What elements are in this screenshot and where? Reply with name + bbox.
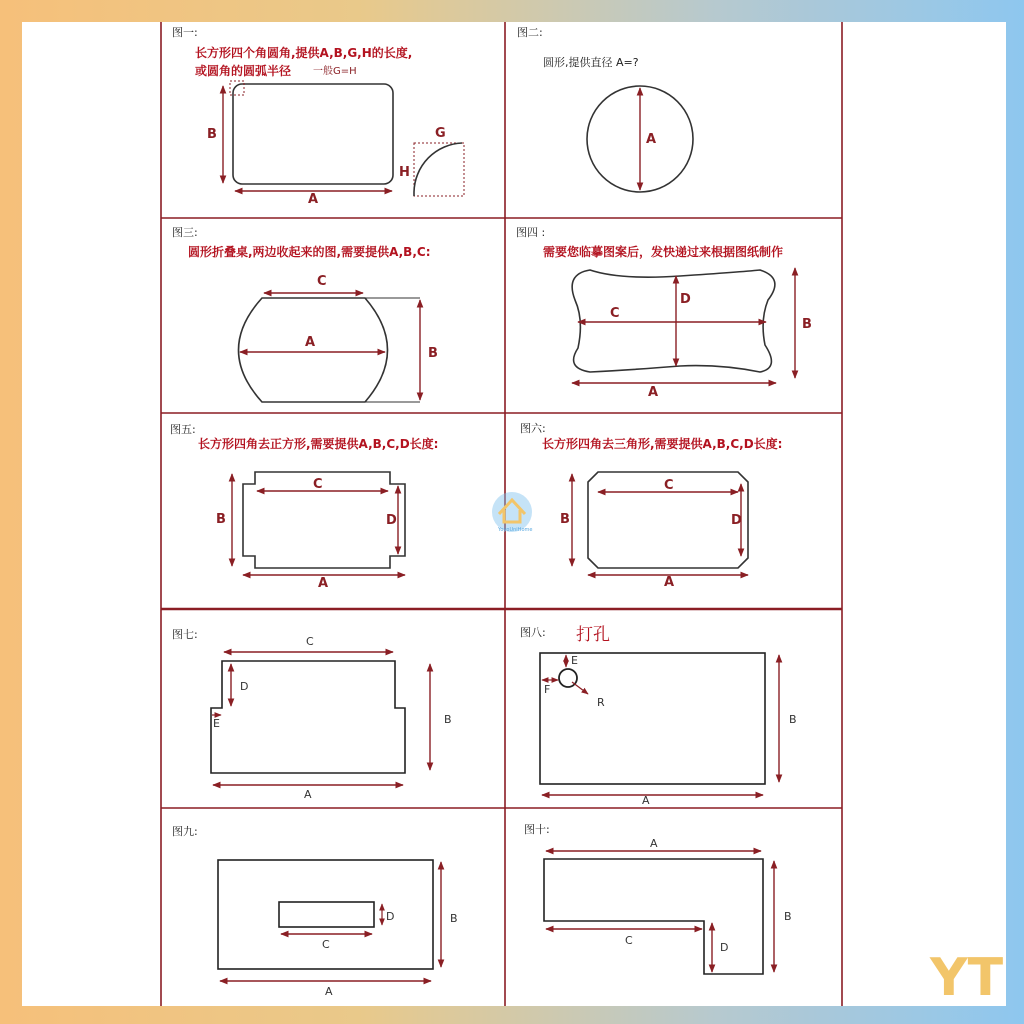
label-a: A <box>325 985 333 998</box>
label-a: A <box>664 575 675 590</box>
panel-8-caption: 图八: <box>520 626 546 639</box>
panel-9-caption: 图九: <box>172 825 198 838</box>
label-d: D <box>680 292 691 307</box>
panel-1-note-1: 长方形四个角圆角,提供A,B,G,H的长度, <box>195 46 413 60</box>
label-c: C <box>625 934 633 947</box>
label-f: F <box>544 683 551 696</box>
label-d: D <box>386 910 395 923</box>
panel-6-note: 长方形四角去三角形,需要提供A,B,C,D长度: <box>542 437 783 451</box>
panel-1-note-2: 或圆角的圆弧半径 <box>195 64 292 78</box>
label-c: C <box>306 635 314 648</box>
panel-2-note: 圆形,提供直径 A=? <box>543 56 639 69</box>
label-e: E <box>571 654 578 667</box>
panel-5-note: 长方形四角去正方形,需要提供A,B,C,D长度: <box>198 437 439 451</box>
label-b: B <box>207 127 217 142</box>
label-b: B <box>789 713 797 726</box>
panel-6-caption: 图六: <box>520 422 546 435</box>
label-c: C <box>664 478 674 493</box>
panel-8-title: 打孔 <box>576 625 610 645</box>
panel-7-caption: 图七: <box>172 628 198 641</box>
label-b: B <box>784 910 792 923</box>
label-c: C <box>317 274 327 289</box>
label-c: C <box>322 938 330 951</box>
label-a: A <box>308 192 319 207</box>
label-c: C <box>313 477 323 492</box>
panel-5-caption: 图五: <box>170 423 196 436</box>
label-d: D <box>720 941 729 954</box>
label-a: A <box>318 576 329 591</box>
label-b: B <box>450 912 458 925</box>
label-a: A <box>650 837 658 850</box>
panel-4-note: 需要您临摹图案后，发快递过来根据图纸制作 <box>543 245 784 259</box>
label-d: D <box>386 513 397 528</box>
panel-1-aside: 一般G=H <box>313 66 357 77</box>
label-a: A <box>646 132 657 147</box>
watermark-yt: YT <box>930 948 1004 1008</box>
panel-10-caption: 图十: <box>524 823 550 836</box>
label-d: D <box>240 680 249 693</box>
brand-logo <box>492 492 532 533</box>
panel-3-caption: 图三: <box>172 226 198 239</box>
label-d: D <box>731 513 742 528</box>
label-c: C <box>610 306 620 321</box>
label-r: R <box>597 696 605 709</box>
logo-text: YoyoUniHome <box>498 527 533 533</box>
label-b: B <box>560 512 570 527</box>
label-a: A <box>304 788 312 801</box>
panel-1-caption: 图一: <box>172 26 198 39</box>
label-b: B <box>444 713 452 726</box>
panel-4-caption: 图四 : <box>516 226 546 239</box>
label-a: A <box>305 335 316 350</box>
label-e: E <box>213 717 220 730</box>
label-b: B <box>428 346 438 361</box>
label-b: B <box>802 317 812 332</box>
label-a: A <box>648 385 659 400</box>
label-h: H <box>399 165 410 180</box>
panel-3-note: 圆形折叠桌,两边收起来的图,需要提供A,B,C: <box>188 245 431 259</box>
label-b: B <box>216 512 226 527</box>
label-g: G <box>435 126 446 141</box>
label-a: A <box>642 794 650 807</box>
panel-2-caption: 图二: <box>517 26 543 39</box>
